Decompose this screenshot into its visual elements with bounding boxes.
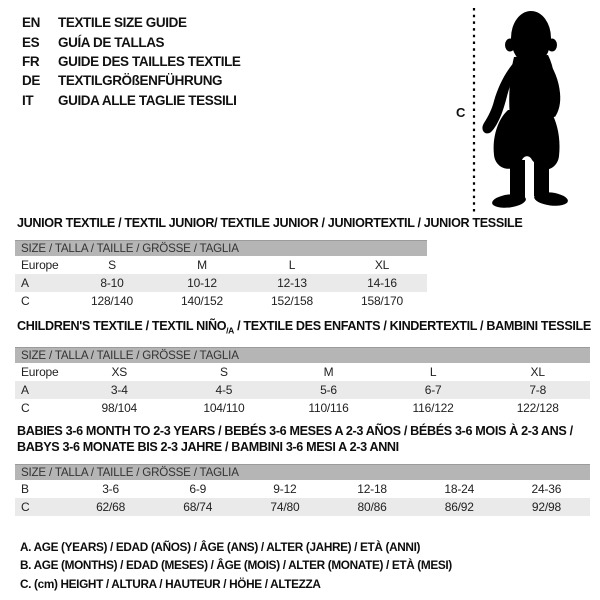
junior-title-text: JUNIOR TEXTILE / TEXTIL JUNIOR/ TEXTILE JUNIOR / JUNIORTEXTIL / JUNIOR TESSILE — [17, 216, 523, 230]
height-cell: 110/116 — [308, 401, 349, 415]
baby-silhouette — [450, 5, 598, 217]
height-cell: 140/152 — [181, 294, 223, 308]
lang-code: IT — [22, 92, 34, 108]
junior-size-table — [15, 240, 427, 310]
lang-title: GUIDE DES TAILLES TEXTILE — [58, 53, 241, 69]
lang-code: ES — [22, 34, 40, 50]
lang-row-fr — [22, 52, 241, 71]
lang-code: FR — [22, 53, 40, 69]
age-cell: 12-18 — [357, 482, 387, 496]
size-cell: L — [429, 365, 437, 379]
row-label: Europe — [21, 365, 59, 379]
height-cell: 98/104 — [101, 401, 138, 415]
age-cell: 5-6 — [320, 383, 337, 397]
table-row — [15, 256, 427, 274]
age-cell: 18-24 — [444, 482, 475, 496]
height-cell: 62/68 — [96, 500, 126, 514]
size-cell: XL — [530, 365, 545, 379]
table-row — [15, 292, 427, 310]
lang-title: TEXTILE SIZE GUIDE — [58, 15, 187, 31]
baby-silhouette-shape — [482, 11, 568, 210]
row-label: C — [21, 294, 30, 308]
children-section-title — [17, 318, 591, 339]
height-cell: 92/98 — [531, 500, 561, 514]
children-size-table — [15, 347, 590, 417]
age-cell: 6-9 — [189, 482, 207, 496]
table-row — [15, 399, 590, 417]
size-cell: XL — [374, 258, 390, 272]
height-cell: 116/122 — [412, 401, 454, 415]
table-row — [15, 498, 590, 516]
age-cell: 12-13 — [277, 276, 307, 290]
size-cell: S — [108, 258, 116, 272]
table-row — [15, 363, 590, 381]
height-cell: 86/92 — [444, 500, 474, 514]
children-title-text: CHILDREN'S TEXTILE / TEXTIL NIÑO — [17, 319, 227, 333]
height-cell: 104/110 — [203, 401, 245, 415]
babies-title-line1: BABIES 3-6 MONTH TO 2-3 YEARS / BEBÉS 3-6 MESES A 2-3 AÑOS / BÉBÉS 3-6 MOIS À 2-3 ANS / — [17, 424, 573, 438]
height-cell: 128/140 — [91, 294, 133, 308]
row-label: A — [21, 383, 29, 397]
age-cell: 4-5 — [215, 383, 233, 397]
lang-row-de — [22, 71, 241, 90]
height-cell: 152/158 — [271, 294, 313, 308]
lang-title: GUÍA DE TALLAS — [58, 34, 165, 50]
age-cell: 9-12 — [273, 482, 297, 496]
lang-code: EN — [22, 15, 40, 31]
age-cell: 3-4 — [110, 383, 128, 397]
table-row — [15, 274, 427, 292]
lang-title: GUIDA ALLE TAGLIE TESSILI — [58, 92, 237, 108]
height-cell: 122/128 — [516, 401, 559, 415]
age-cell: 24-36 — [531, 482, 562, 496]
height-measure-figure — [450, 5, 598, 217]
row-label: C — [21, 500, 30, 514]
size-header-bar: SIZE / TALLA / TAILLE / GRÖSSE / TAGLIA — [15, 347, 590, 363]
height-cell: 80/86 — [357, 500, 387, 514]
age-cell: 6-7 — [424, 383, 442, 397]
height-cell: 158/170 — [361, 294, 403, 308]
size-cell: M — [197, 258, 207, 272]
size-header-bar: SIZE / TALLA / TAILLE / GRÖSSE / TAGLIA — [15, 240, 427, 256]
age-cell: 14-16 — [367, 276, 397, 290]
height-cell: 68/74 — [183, 500, 213, 514]
size-cell: L — [288, 258, 296, 272]
row-label: C — [21, 401, 30, 415]
legend-footnotes — [20, 538, 452, 593]
subscript-a: /A — [226, 325, 234, 336]
lang-row-en — [22, 13, 241, 32]
size-header-bar: SIZE / TALLA / TAILLE / GRÖSSE / TAGLIA — [15, 464, 590, 480]
lang-row-es — [22, 32, 241, 51]
children-title-text-rest: / TEXTILE DES ENFANTS / KINDERTEXTIL / BAMBINI TESSILE — [233, 319, 591, 333]
row-label: B — [21, 482, 29, 496]
lang-row-it — [22, 91, 241, 110]
language-title-list — [22, 13, 241, 110]
height-measure-label: C — [456, 105, 466, 120]
table-row — [15, 381, 590, 399]
row-label: Europe — [21, 258, 59, 272]
age-cell: 7-8 — [529, 383, 547, 397]
age-cell: 3-6 — [102, 482, 119, 496]
lang-title: TEXTILGRÖßENFÜHRUNG — [58, 73, 223, 89]
junior-section-title — [17, 215, 522, 231]
size-cell: S — [219, 365, 228, 379]
age-cell: 10-12 — [187, 276, 217, 290]
size-cell: XS — [111, 365, 128, 379]
babies-title-line2: BABYS 3-6 MONATE BIS 2-3 JAHRE / BAMBINI 3-6 MESI A 2-3 ANNI — [17, 440, 399, 454]
footnote-a: A. AGE (YEARS) / EDAD (AÑOS) / ÂGE (ANS) / ALTER (JAHRE) / ETÀ (ANNI) — [20, 540, 421, 554]
size-cell: M — [323, 365, 334, 379]
footnote-c: C. (cm) HEIGHT / ALTURA / HAUTEUR / HÖHE / ALTEZZA — [20, 576, 321, 591]
table-row — [15, 480, 590, 498]
age-cell: 8-10 — [100, 276, 124, 290]
babies-size-table — [15, 464, 590, 516]
row-label: A — [21, 276, 29, 290]
footnote-b: B. AGE (MONTHS) / EDAD (MESES) / ÂGE (MOIS) / ALTER (MONATE) / ETÀ (MESI) — [20, 558, 452, 573]
height-cell: 74/80 — [270, 500, 300, 514]
lang-code: DE — [22, 73, 40, 89]
babies-section-title — [17, 423, 573, 455]
